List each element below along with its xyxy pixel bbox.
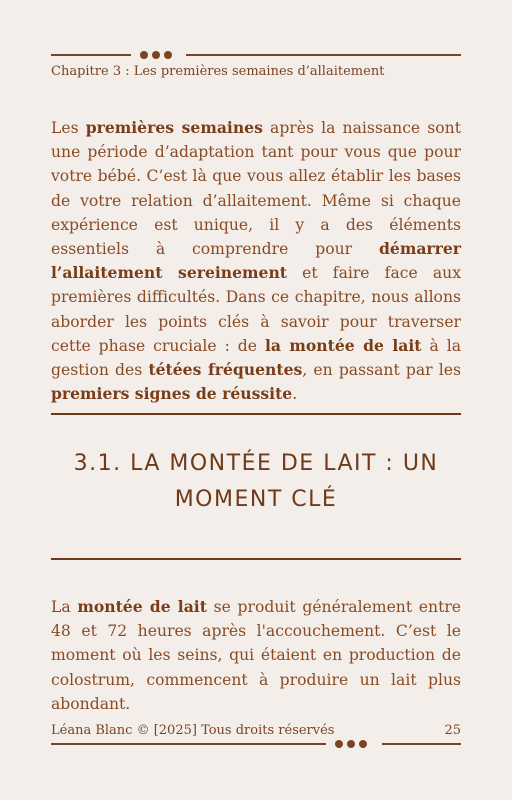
- section-text: La: [51, 598, 78, 616]
- ornament-dot: [359, 740, 367, 748]
- section-paragraph: [51, 595, 461, 716]
- ornament-dot: [140, 51, 148, 59]
- page-number: 25: [444, 723, 461, 738]
- ornament-dot: [164, 51, 172, 59]
- intro-text: , en passant par les: [302, 361, 461, 380]
- intro-text: .: [292, 385, 298, 404]
- intro-text: Les: [51, 119, 86, 137]
- intro-emphasis: premières semaines: [85, 118, 263, 137]
- section-text: se produit généralement entre 48 et 72 heures après l'accouchement. C’est le moment où les seins, qui étaient en production de colostrum, commencent à produire un lait plus abondant.: [51, 598, 462, 713]
- intro-emphasis: tétées fréquentes: [148, 360, 303, 380]
- intro-text: et faire face aux premières difficultés. Dans ce chapitre, nous allons aborder les points clés à savoir pour traverser cette phase cruciale : de: [51, 264, 461, 355]
- ornament-dot: [347, 740, 355, 748]
- section-heading: 3.1. LA MONTÉE DE LAIT : UN MOMENT CLÉ: [73, 451, 439, 512]
- footer-rule-right: [382, 743, 461, 745]
- ornament-dot: [335, 740, 343, 748]
- ornament-dot: [152, 51, 160, 59]
- intro-emphasis: premiers signes de réussite: [51, 384, 293, 404]
- footer-copyright: Léana Blanc © [2025] Tous droits réservés: [51, 723, 335, 738]
- section-bottom-divider: [51, 558, 461, 560]
- section-emphasis: montée de lait: [77, 597, 207, 616]
- header-rule-right: [186, 54, 461, 56]
- header-ornament-dots: [140, 51, 172, 59]
- intro-paragraph: [51, 116, 461, 406]
- section-top-divider: [51, 413, 461, 415]
- chapter-header: Chapitre 3 : Les premières semaines d’allaitement: [51, 64, 385, 79]
- intro-text: à la gestion des: [51, 336, 461, 380]
- footer-ornament-dots: [335, 740, 367, 748]
- intro-emphasis: démarrer l’allaitement sereinement: [51, 239, 461, 283]
- intro-emphasis: la montée de lait: [264, 335, 422, 355]
- footer-rule-left: [51, 743, 326, 745]
- intro-text: après la naissance sont une période d’adaptation tant pour vous que pour votre bébé. C’est là que vous allez établir les bases de votre relation d’allaitement. Même si chaque expérience est unique, il y a des éléments essentiels à comprendre pour: [51, 119, 461, 259]
- header-rule-left: [51, 54, 131, 56]
